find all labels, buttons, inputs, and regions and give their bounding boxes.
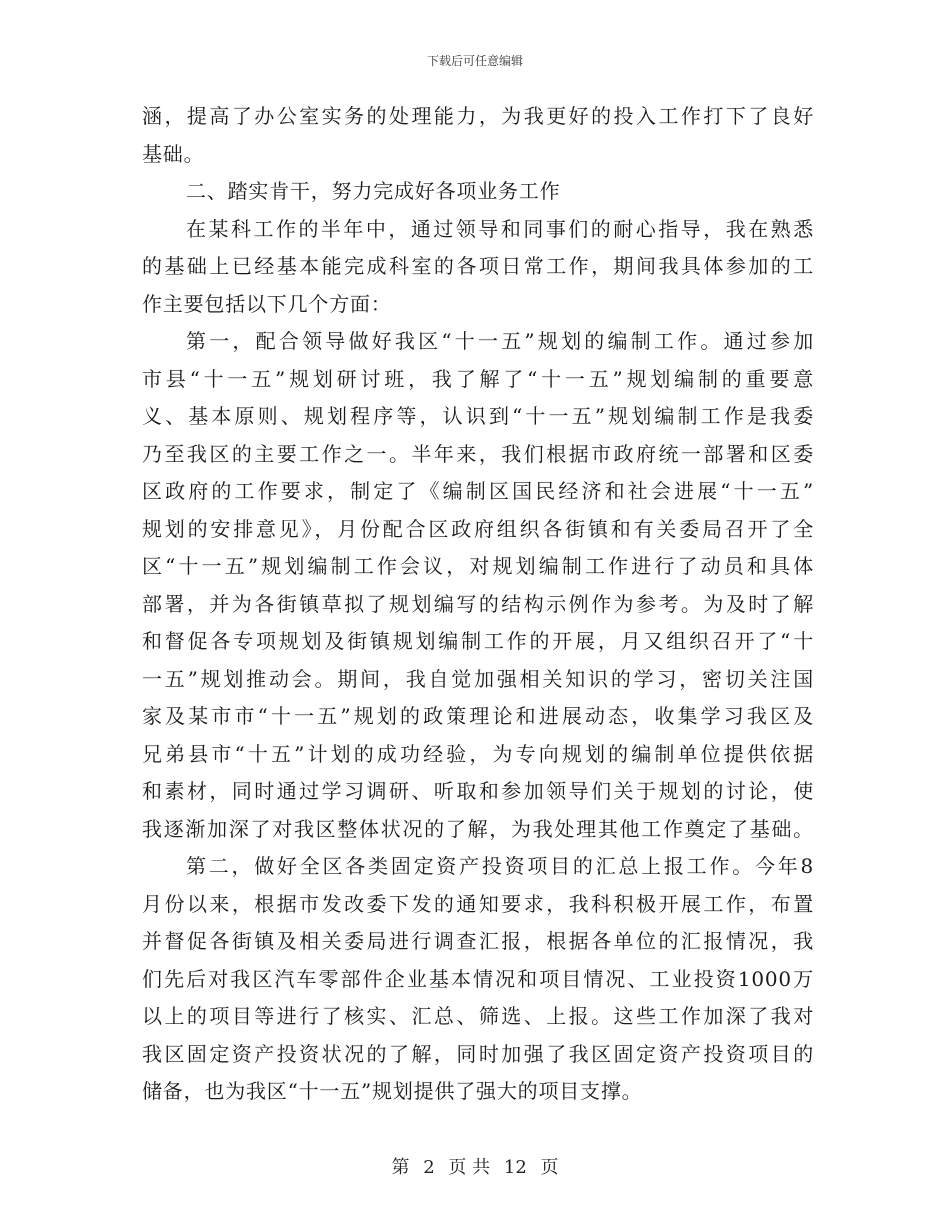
page-footer [0, 1153, 950, 1179]
text-line: 和督促各专项规划及街镇规划编制工作的开展，月又组织召开了“十 [142, 629, 814, 653]
text-line: 和素材，同时通过学习调研、听取和参加领导们关于规划的讨论，使 [142, 779, 814, 803]
page-label-suffix: 页 [540, 1157, 559, 1178]
text-line: 一五”规划推动会。期间，我自觉加强相关知识的学习，密切关注国 [142, 666, 814, 691]
text-line: 市县“十一五”规划研讨班，我了解了“十一五”规划编制的重要意 [142, 366, 814, 391]
text-line: 兄弟县市“十五”计划的成功经验，为专向规划的编制单位提供依据 [142, 741, 814, 766]
text-line: 作主要包括以下几个方面： [142, 291, 392, 316]
text-line: 储备，也为我区“十一五”规划提供了强大的项目支撑。 [142, 1079, 643, 1103]
text-line: 第一，配合领导做好我区“十一五”规划的编制工作。通过参加 [186, 329, 814, 353]
current-page-number: 2 [423, 1157, 435, 1178]
text-line: 我逐渐加深了对我区整体状况的了解，为我处理其他工作奠定了基础。 [142, 816, 814, 841]
text-line: 并督促各街镇及相关委局进行调查汇报，根据各单位的汇报情况，我 [142, 929, 814, 953]
text-line: 规划的安排意见》，月份配合区政府组织各街镇和有关委局召开了全 [142, 516, 814, 541]
text-line: 在某科工作的半年中，通过领导和同事们的耐心指导，我在熟悉 [186, 216, 814, 241]
text-line: 月份以来，根据市发改委下发的通知要求，我科积极开展工作，布置 [142, 891, 814, 916]
text-line: 以上的项目等进行了核实、汇总、筛选、上报。这些工作加深了我对 [142, 1004, 814, 1028]
text-line: 家及某市市“十一五”规划的政策理论和进展动态，收集学习我区及 [142, 704, 814, 728]
text-line: 义、基本原则、规划程序等，认识到“十一五”规划编制工作是我委 [142, 404, 814, 428]
text-line: 基础。 [142, 141, 205, 166]
page-header: 下载后可任意编辑 [426, 54, 523, 68]
text-line: 们先后对我区汽车零部件企业基本情况和项目情况、工业投资1000万 [142, 966, 814, 991]
section-heading: 二、踏实肯干，努力完成好各项业务工作 [186, 179, 561, 203]
text-line: 乃至我区的主要工作之一。半年来，我们根据市政府统一部署和区委 [142, 441, 814, 466]
document-body [142, 98, 814, 1111]
text-line: 区政府的工作要求，制定了《编制区国民经济和社会进展“十一五” [142, 479, 814, 503]
total-page-count: 12 [503, 1157, 527, 1178]
text-line: 第二，做好全区各类固定资产投资项目的汇总上报工作。今年8 [186, 854, 814, 878]
text-line: 我区固定资产投资状况的了解，同时加强了我区固定资产投资项目的 [142, 1041, 814, 1066]
text-line: 部署，并为各街镇草拟了规划编写的结构示例作为参考。为及时了解 [142, 591, 814, 616]
text-line: 的基础上已经基本能完成科室的各项日常工作，期间我具体参加的工 [142, 254, 814, 278]
page-label-prefix: 第 [391, 1157, 410, 1178]
page-label-middle: 页 共 [448, 1157, 491, 1178]
text-line: 涵，提高了办公室实务的处理能力，为我更好的投入工作打下了良好 [142, 104, 814, 128]
text-line: 区“十一五”规划编制工作会议，对规划编制工作进行了动员和具体 [142, 554, 814, 578]
